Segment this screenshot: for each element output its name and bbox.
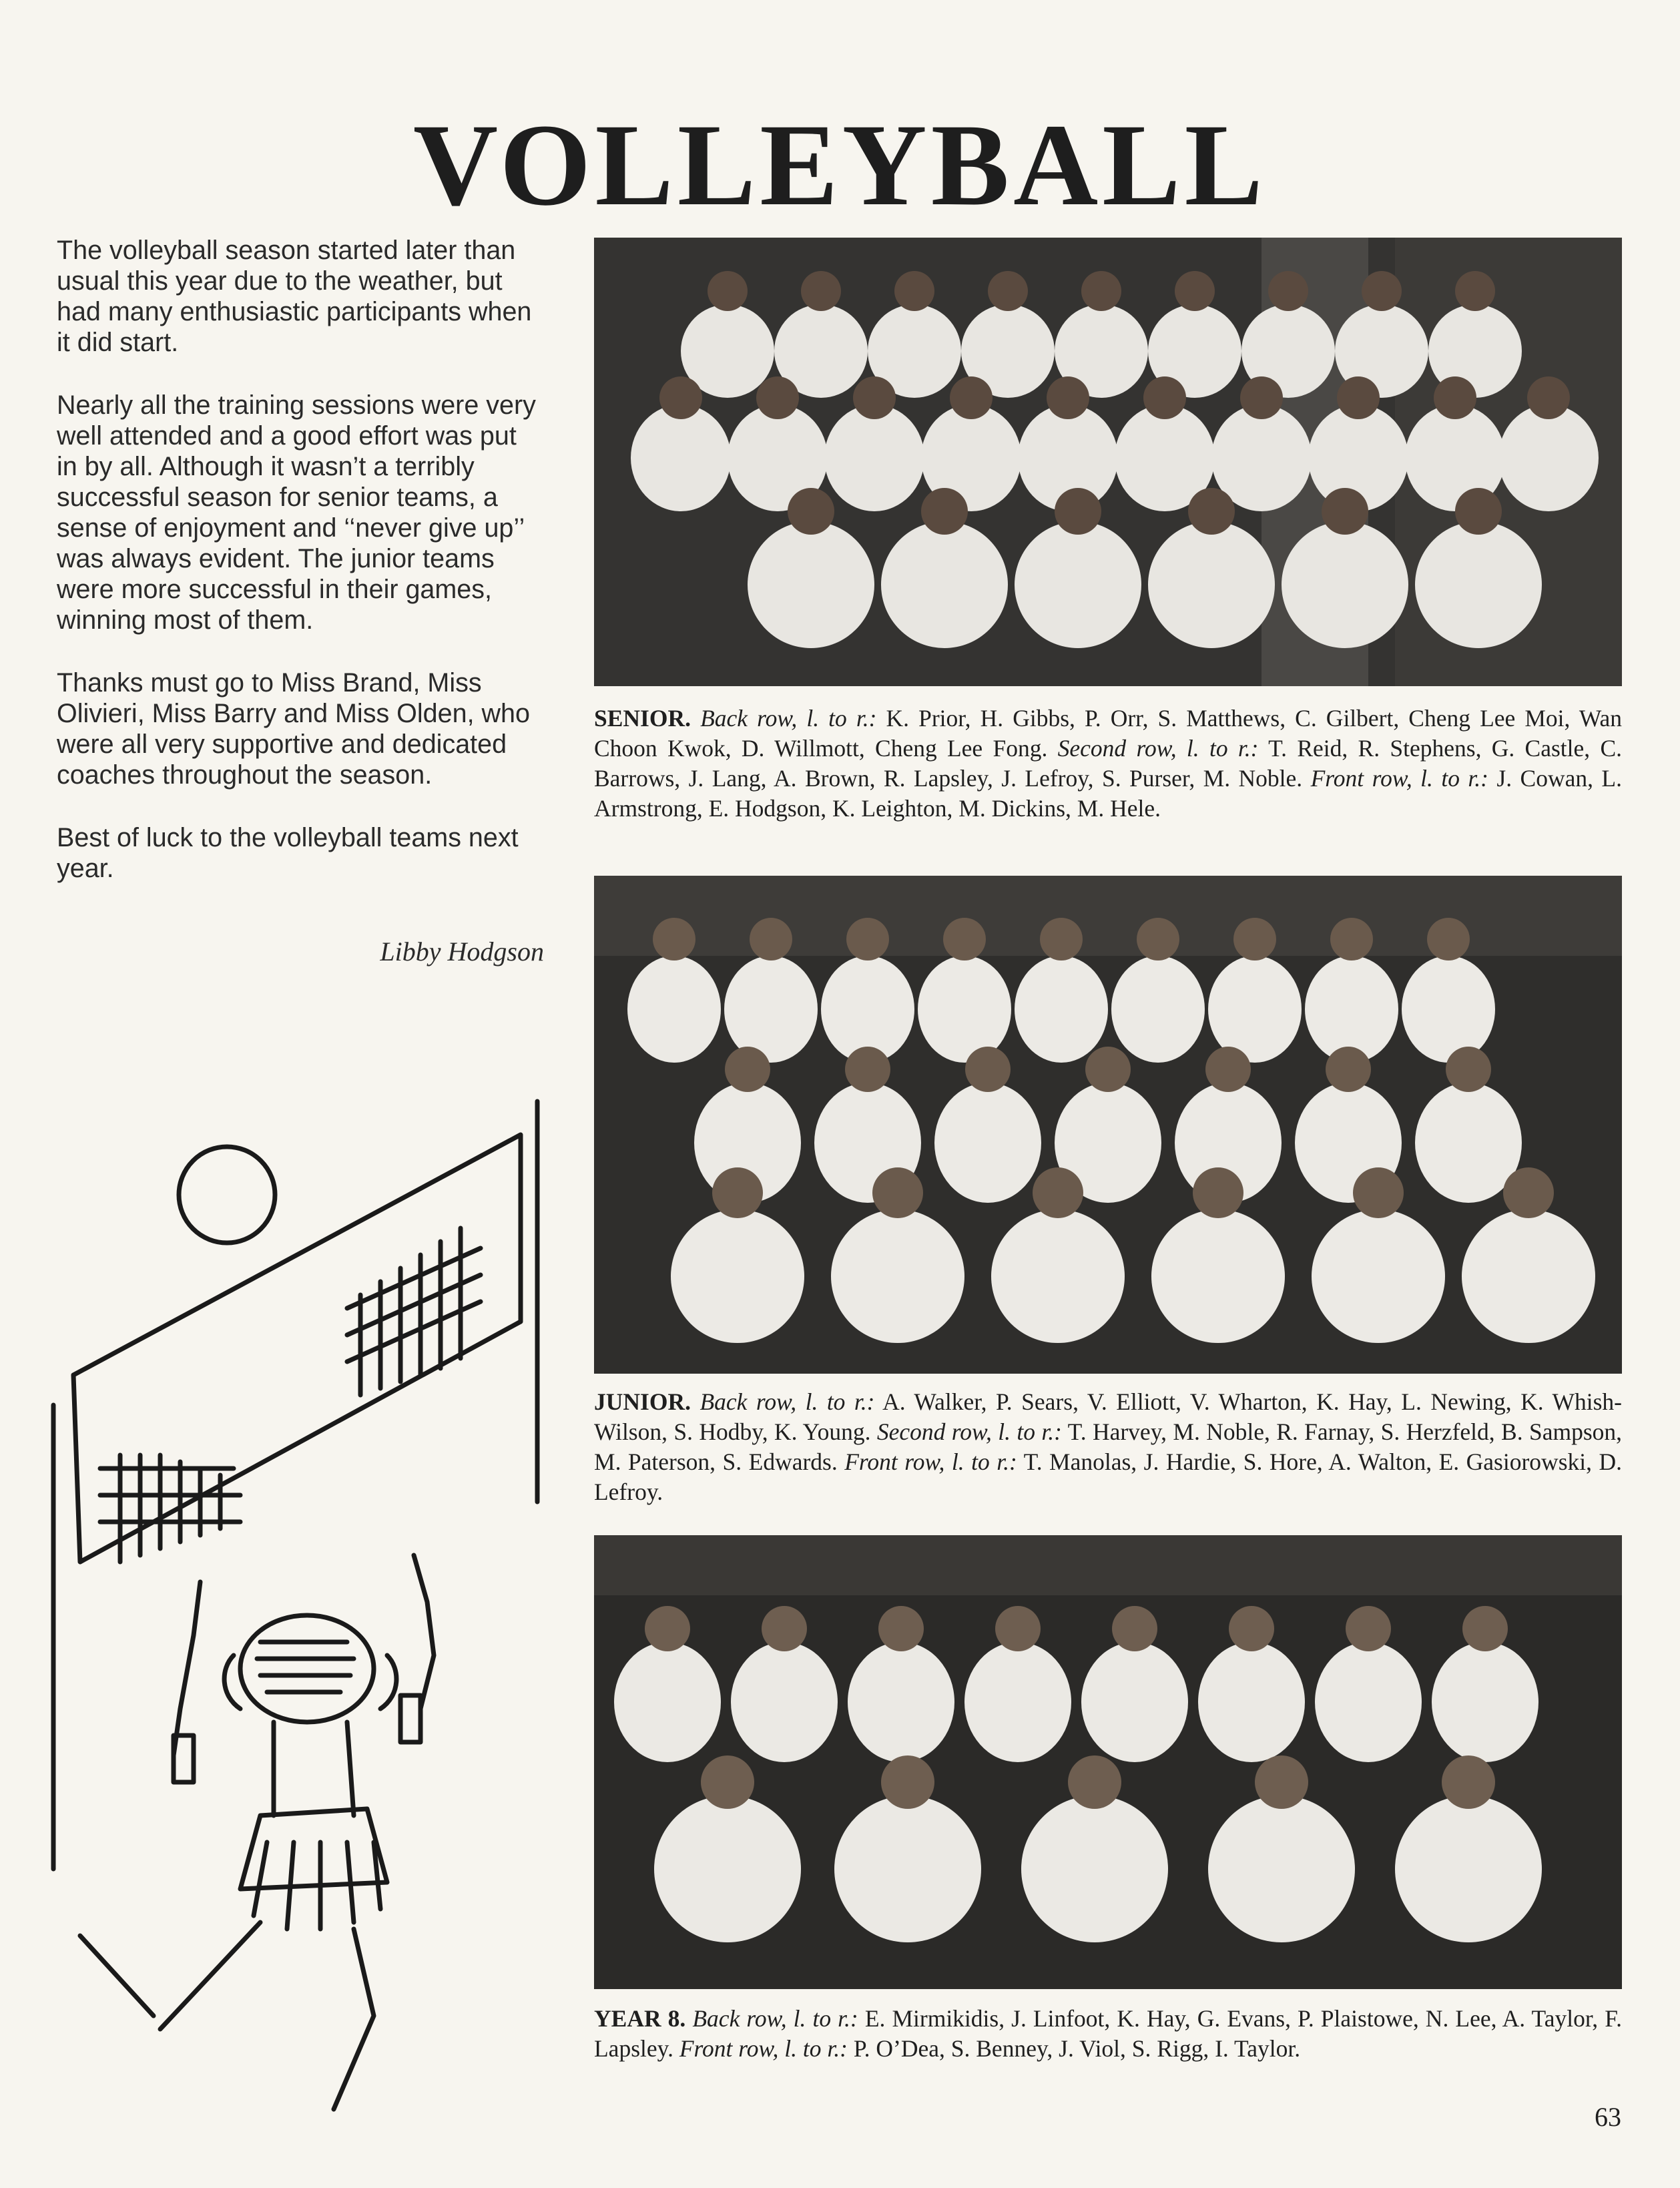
year-8-front-row-label: Front row, l. to r.: bbox=[679, 2035, 848, 2062]
year-8-front-row-names: P. O’Dea, S. Benney, J. Viol, S. Rigg, I. Taylor. bbox=[853, 2035, 1301, 2062]
year-8-back-row-names: E. Mirmikidis, J. Linfoot, K. Hay, G. Evans, P. Plaistowe, N. Lee, A. Taylor, F. Lapsley. bbox=[594, 2005, 1622, 2062]
junior-back-row-label: Back row, l. to r.: bbox=[699, 1388, 875, 1415]
year-8-back-row-label: Back row, l. to r.: bbox=[692, 2005, 858, 2032]
article-paragraph-3: Thanks must go to Miss Brand, Miss Olivieri, Miss Barry and Miss Olden, who were all very supportive and dedicated coaches throughout the season. bbox=[57, 668, 530, 790]
volleyball-player-drawing bbox=[40, 1095, 561, 2123]
volleyball-ball-icon bbox=[179, 1147, 275, 1243]
article-paragraph-4: Best of luck to the volleyball teams next year. bbox=[57, 823, 519, 883]
senior-team-label: SENIOR. bbox=[594, 705, 691, 732]
page-title: VOLLEYBALL bbox=[412, 100, 1268, 230]
junior-back-row-names: A. Walker, P. Sears, V. Elliott, V. Wharton, K. Hay, L. Newing, K. Whish-Wilson, S. Hodby, K. Young. bbox=[594, 1388, 1623, 1445]
senior-second-row-label: Second row, l. to r.: bbox=[1057, 735, 1259, 762]
junior-team-label: JUNIOR. bbox=[594, 1388, 691, 1415]
junior-team-photo bbox=[594, 876, 1622, 1374]
junior-second-row-label: Second row, l. to r.: bbox=[876, 1418, 1062, 1445]
senior-photo-placeholder bbox=[594, 238, 1622, 686]
senior-back-row-label: Back row, l. to r.: bbox=[700, 705, 877, 732]
senior-caption bbox=[594, 704, 1622, 824]
senior-front-row-label: Front row, l. to r.: bbox=[1310, 765, 1488, 792]
year-8-team-photo bbox=[594, 1535, 1622, 1989]
article-paragraph-2: Nearly all the training sessions were very well attended and a good effort was put in by all. Although it wasn’t a terribly successful season for senior teams, a sense of enjoyment and ‘‘never give up’’ was always evident. The junior teams were more successful in their games, winning most of them. bbox=[57, 390, 536, 635]
year-8-team-label: YEAR 8. bbox=[594, 2005, 686, 2032]
senior-second-row-names: T. Reid, R. Stephens, G. Castle, C. Barrows, J. Lang, A. Brown, R. Lapsley, J. Lefroy, S. Purser, M. Noble. bbox=[594, 735, 1623, 792]
article-text bbox=[57, 235, 544, 916]
junior-front-row-names: T. Manolas, J. Hardie, S. Hore, A. Walton, E. Gasiorowski, D. Lefroy. bbox=[594, 1448, 1622, 1505]
junior-caption bbox=[594, 1387, 1622, 1507]
senior-front-row-names: J. Cowan, L. Armstrong, E. Hodgson, K. Leighton, M. Dickins, M. Hele. bbox=[594, 765, 1622, 822]
junior-photo-placeholder bbox=[594, 876, 1622, 1374]
senior-team-photo bbox=[594, 238, 1622, 686]
article-paragraph-1: The volleyball season started later than usual this year due to the weather, but had many enthusiastic participants when it did start. bbox=[57, 236, 532, 357]
junior-second-row-names: T. Harvey, M. Noble, R. Farnay, S. Herzfeld, B. Sampson, M. Paterson, S. Edwards. bbox=[594, 1418, 1623, 1475]
page-number: 63 bbox=[1595, 2102, 1621, 2132]
year-8-photo-placeholder bbox=[594, 1535, 1622, 1989]
senior-back-row-names: K. Prior, H. Gibbs, P. Orr, S. Matthews, C. Gilbert, Cheng Lee Moi, Wan Choon Kwok, D. Willmott, Cheng Lee Fong. bbox=[594, 705, 1622, 762]
year-8-caption bbox=[594, 2004, 1622, 2064]
junior-front-row-label: Front row, l. to r.: bbox=[844, 1448, 1017, 1475]
article-author: Libby Hodgson bbox=[380, 936, 544, 967]
